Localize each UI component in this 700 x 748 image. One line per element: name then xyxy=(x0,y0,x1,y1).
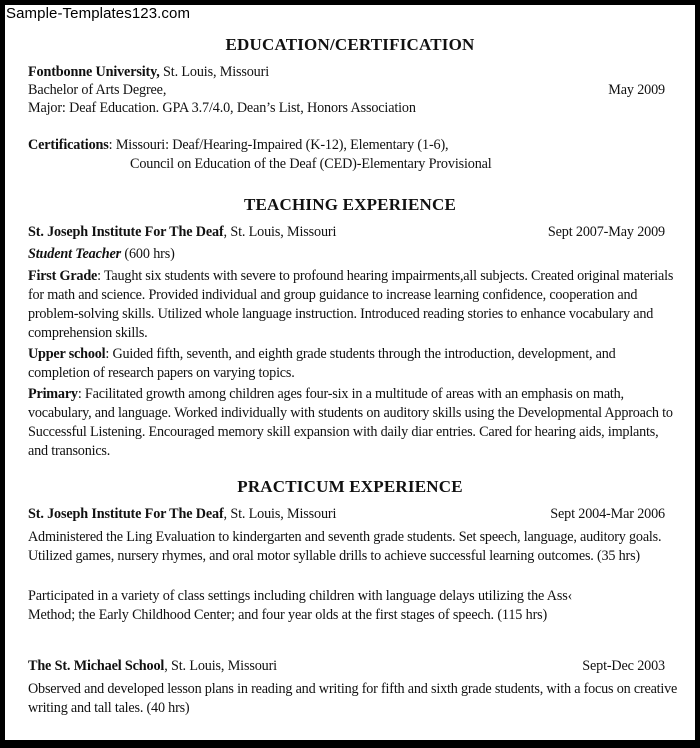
watermark: Sample-Templates123.com xyxy=(6,5,191,22)
employer-location: , St. Louis, Missouri xyxy=(164,658,277,674)
item-text: : Taught six students with severe to profound hearing impairments,all subjects. Created original materials for math and science. Provided individual and group guidance to increase learning confidence, cooperation and problem-solving skills. Utilized whole language instruction. Introduced reading stories to enhance vocabulary and comprehension skills. xyxy=(28,268,674,341)
practicum-paragraph-line: Method; the Early Childhood Center; and four year olds at the first stages of speech. (115 hrs) xyxy=(28,607,548,623)
role-hours: (600 hrs) xyxy=(121,246,175,262)
teaching-employer-line xyxy=(28,224,336,241)
degree: Bachelor of Arts Degree, xyxy=(28,82,167,98)
certifications-label: Certifications xyxy=(28,137,109,153)
employer-name: St. Joseph Institute For The Deaf xyxy=(28,224,224,240)
practicum-paragraph: Administered the Ling Evaluation to kindergarten and seventh grade students. Set speech, language, auditory goals. Utilized games, nursery rhymes, and oral motor syllable drills to achieve successful learning outcomes. (35 hrs) xyxy=(28,529,662,564)
item-text: : Guided fifth, seventh, and eighth grade students through the introduction, development, and completion of research papers on varying topics. xyxy=(28,346,616,381)
practicum-paragraph: Observed and developed lesson plans in reading and writing for fifth and sixth grade students, with a focus on creative writing and tall tales. (40 hrs) xyxy=(28,681,678,716)
section-heading-practicum: PRACTICUM EXPERIENCE xyxy=(237,477,463,496)
item-label: Upper school xyxy=(28,346,106,362)
item-label: First Grade xyxy=(28,268,98,284)
teaching-dates: Sept 2007-May 2009 xyxy=(547,224,665,240)
employer-name: The St. Michael School xyxy=(28,658,165,674)
item-label: Primary xyxy=(28,386,78,402)
certifications-text-1: : Missouri: Deaf/Hearing-Impaired (K-12), Elementary (1-6), xyxy=(108,137,449,153)
employer-name: St. Joseph Institute For The Deaf xyxy=(28,506,224,522)
school-location: St. Louis, Missouri xyxy=(159,64,269,80)
section-heading-education: EDUCATION/CERTIFICATION xyxy=(225,35,475,54)
employer-location: , St. Louis, Missouri xyxy=(223,224,337,240)
certifications-line-2: Council on Education of the Deaf (CED)-Elementary Provisional xyxy=(130,156,492,172)
employer-location: , St. Louis, Missouri xyxy=(223,506,337,522)
practicum-employer-line-1 xyxy=(28,506,336,523)
education-school-line xyxy=(28,64,269,81)
resume-page xyxy=(5,5,695,740)
section-heading-teaching: TEACHING EXPERIENCE xyxy=(243,195,457,214)
role-line xyxy=(28,246,175,263)
teaching-item-upper-school xyxy=(28,345,678,383)
major: Major: Deaf Education. GPA 3.7/4.0, Dean’s List, Honors Association xyxy=(28,100,416,116)
teaching-item-primary xyxy=(28,385,678,461)
teaching-item-first-grade xyxy=(28,267,678,343)
practicum-paragraph-line: Participated in a variety of class settings including children with language delays utilizing the Ass‹ xyxy=(28,588,573,604)
education-date: May 2009 xyxy=(608,82,665,98)
certifications-line-1 xyxy=(28,137,448,154)
practicum-employer-line-2 xyxy=(28,658,277,675)
school-name: Fontbonne University, xyxy=(28,64,160,80)
role-title: Student Teacher xyxy=(28,246,122,262)
item-text: : Facilitated growth among children ages four-six in a multitude of areas with an emphasis on math, vocabulary, and language. Worked individually with students on auditory skills using the Developmental Approach to Successful Listening. Encouraged memory skill expansion with daily diar entries. Cared for hearing aids, implants, and transonics. xyxy=(28,386,673,459)
practicum-dates-1: Sept 2004-Mar 2006 xyxy=(550,506,665,522)
practicum-dates-2: Sept-Dec 2003 xyxy=(582,658,665,674)
